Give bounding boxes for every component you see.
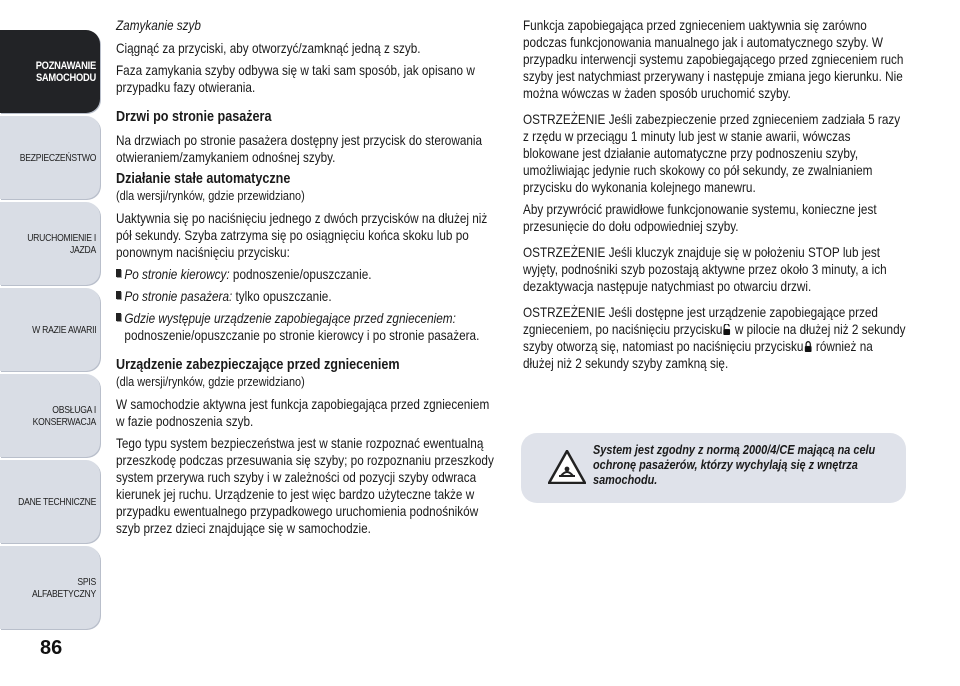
warning-triangle-icon [548, 450, 586, 484]
subheading-closing: Zamykanie szyb [116, 17, 201, 33]
tab-dane-techniczne[interactable]: DANE TECHNICZNE [0, 460, 100, 543]
warning-note [521, 433, 906, 503]
warning-paragraph: OSTRZEŻENIE Jeśli zabezpieczenie przed zgnieceniem zadziała 5 razy z rzędu w przeciągu 1 minuty lub jest w stanie awarii, wówczas blokowane jest działanie automatyczne przy podnoszeniu szyby, umożliwiając jedynie ruch skokowy co pół sekundy, ze zwalnianiem przycisku do wykonania kolejnego manewru. [523, 111, 901, 195]
page-number: 86 [40, 637, 63, 659]
paragraph: W samochodzie aktywna jest funkcja zapobiegająca przed zgnieceniem w fazie podnoszenia szyb. [116, 396, 490, 429]
paragraph: Tego typu system bezpieczeństwa jest w stanie rozpoznać ewentualną przeszkodę podczas przesuwania się szyby; po rozpoznaniu przeszkody system przerywa ruch szyby i w zależności od pozycji szyby odwraca kierunek jej ruchu. Urządzenie to jest więc bardzo użyteczne także w przypadku ewentualnego przypadkowego uruchomienia podnośników szyb przez dzieci znajdujące się w samochodzie. [116, 435, 494, 536]
bullet-square-icon [116, 269, 121, 277]
tab-uruchomienie-i-jazda[interactable]: URUCHOMIENIE I JAZDA [0, 202, 100, 285]
bullet-anti-trap: Gdzie występuje urządzenie zapobiegające przed zgnieceniem: podnoszenie/opuszczanie po stronie kierowcy i po stronie pasażera. [116, 310, 496, 344]
paragraph: Uaktywnia się po naciśnięciu jednego z dwóch przycisków na dłużej niż pół sekundy. Szyba zatrzyma się po osiągnięciu końca skoku lub po ponownym naciśnięciu przycisku: [116, 210, 488, 260]
lock-open-icon [723, 324, 731, 335]
bullet-passenger-side: Po stronie pasażera: tylko opuszczanie. [116, 288, 496, 305]
paragraph: Aby przywrócić prawidłowe funkcjonowanie systemu, konieczne jest przesunięcie do dołu odpowiedniej szyby. [523, 201, 877, 234]
section-heading-passenger-door: Drzwi po stronie pasażera [116, 108, 272, 125]
tab-obsluga-i-konserwacja[interactable]: OBSŁUGA I KONSERWACJA [0, 374, 100, 457]
tab-bezpieczenstwo[interactable]: BEZPIECZEŃSTWO [0, 116, 100, 199]
right-column [523, 17, 906, 372]
section-heading-auto-mode: Działanie stałe automatyczne [116, 170, 291, 187]
warning-paragraph-remote: OSTRZEŻENIE Jeśli dostępne jest urządzenie zapobiegające przed zgnieceniem, po naciśnięciu przycisku w pilocie na dłużej niż 2 sekundy szyby otworzą się, natomiast po naciśnięciu przycisku również na dłużej niż 2 sekundy szyby zamkną się. [523, 304, 906, 371]
warning-note-text: System jest zgodny z normą 2000/4/CE mającą na celu ochronę pasażerów, którzy wychylają się z wnętrza samochodu. [593, 442, 876, 487]
section-tabs [0, 0, 100, 640]
tab-spis-alfabetyczny[interactable]: SPIS ALFABETYCZNY [0, 546, 100, 629]
paragraph: Ciągnąć za przyciski, aby otworzyć/zamknąć jedną z szyb. [116, 40, 421, 56]
left-column [116, 17, 496, 537]
tab-poznawanie-samochodu[interactable]: POZNAWANIE SAMOCHODU [0, 30, 100, 113]
paragraph: Funkcja zapobiegająca przed zgnieceniem uaktywnia się zarówno podczas funkcjonowania manualnego jak i automatycznego szyby. W przypadku interwencji systemu zapobiegającego przed zgnieceniem ruch szyby jest natychmiast przerywany i następuje zmiana jego kierunku. Nie można wówczas w żaden sposób uruchomić szyby. [523, 17, 904, 101]
warning-paragraph: OSTRZEŻENIE Jeśli kluczyk znajduje się w położeniu STOP lub jest wyjęty, podnośniki szyb pozostają aktywne przez około 3 minuty, a ich dezaktywacja następuje natychmiast po otwarciu drzwi. [523, 244, 887, 294]
lock-closed-icon [804, 341, 812, 352]
availability-note: (dla wersji/rynków, gdzie przewidziano) [116, 374, 305, 389]
availability-note: (dla wersji/rynków, gdzie przewidziano) [116, 188, 305, 203]
section-heading-anti-trap: Urządzenie zabezpieczające przed zgnieceniem [116, 356, 400, 373]
bullet-driver-side: Po stronie kierowcy: podnoszenie/opuszczanie. [116, 266, 496, 283]
paragraph: Faza zamykania szyby odbywa się w taki sam sposób, jak opisano w przypadku fazy otwierania. [116, 62, 475, 95]
bullet-square-icon [116, 313, 121, 321]
bullet-square-icon [116, 291, 121, 299]
paragraph: Na drzwiach po stronie pasażera dostępny jest przycisk do sterowania otwieraniem/zamykaniem odnośnej szyby. [116, 132, 483, 165]
tab-w-razie-awarii[interactable]: W RAZIE AWARII [0, 288, 100, 371]
